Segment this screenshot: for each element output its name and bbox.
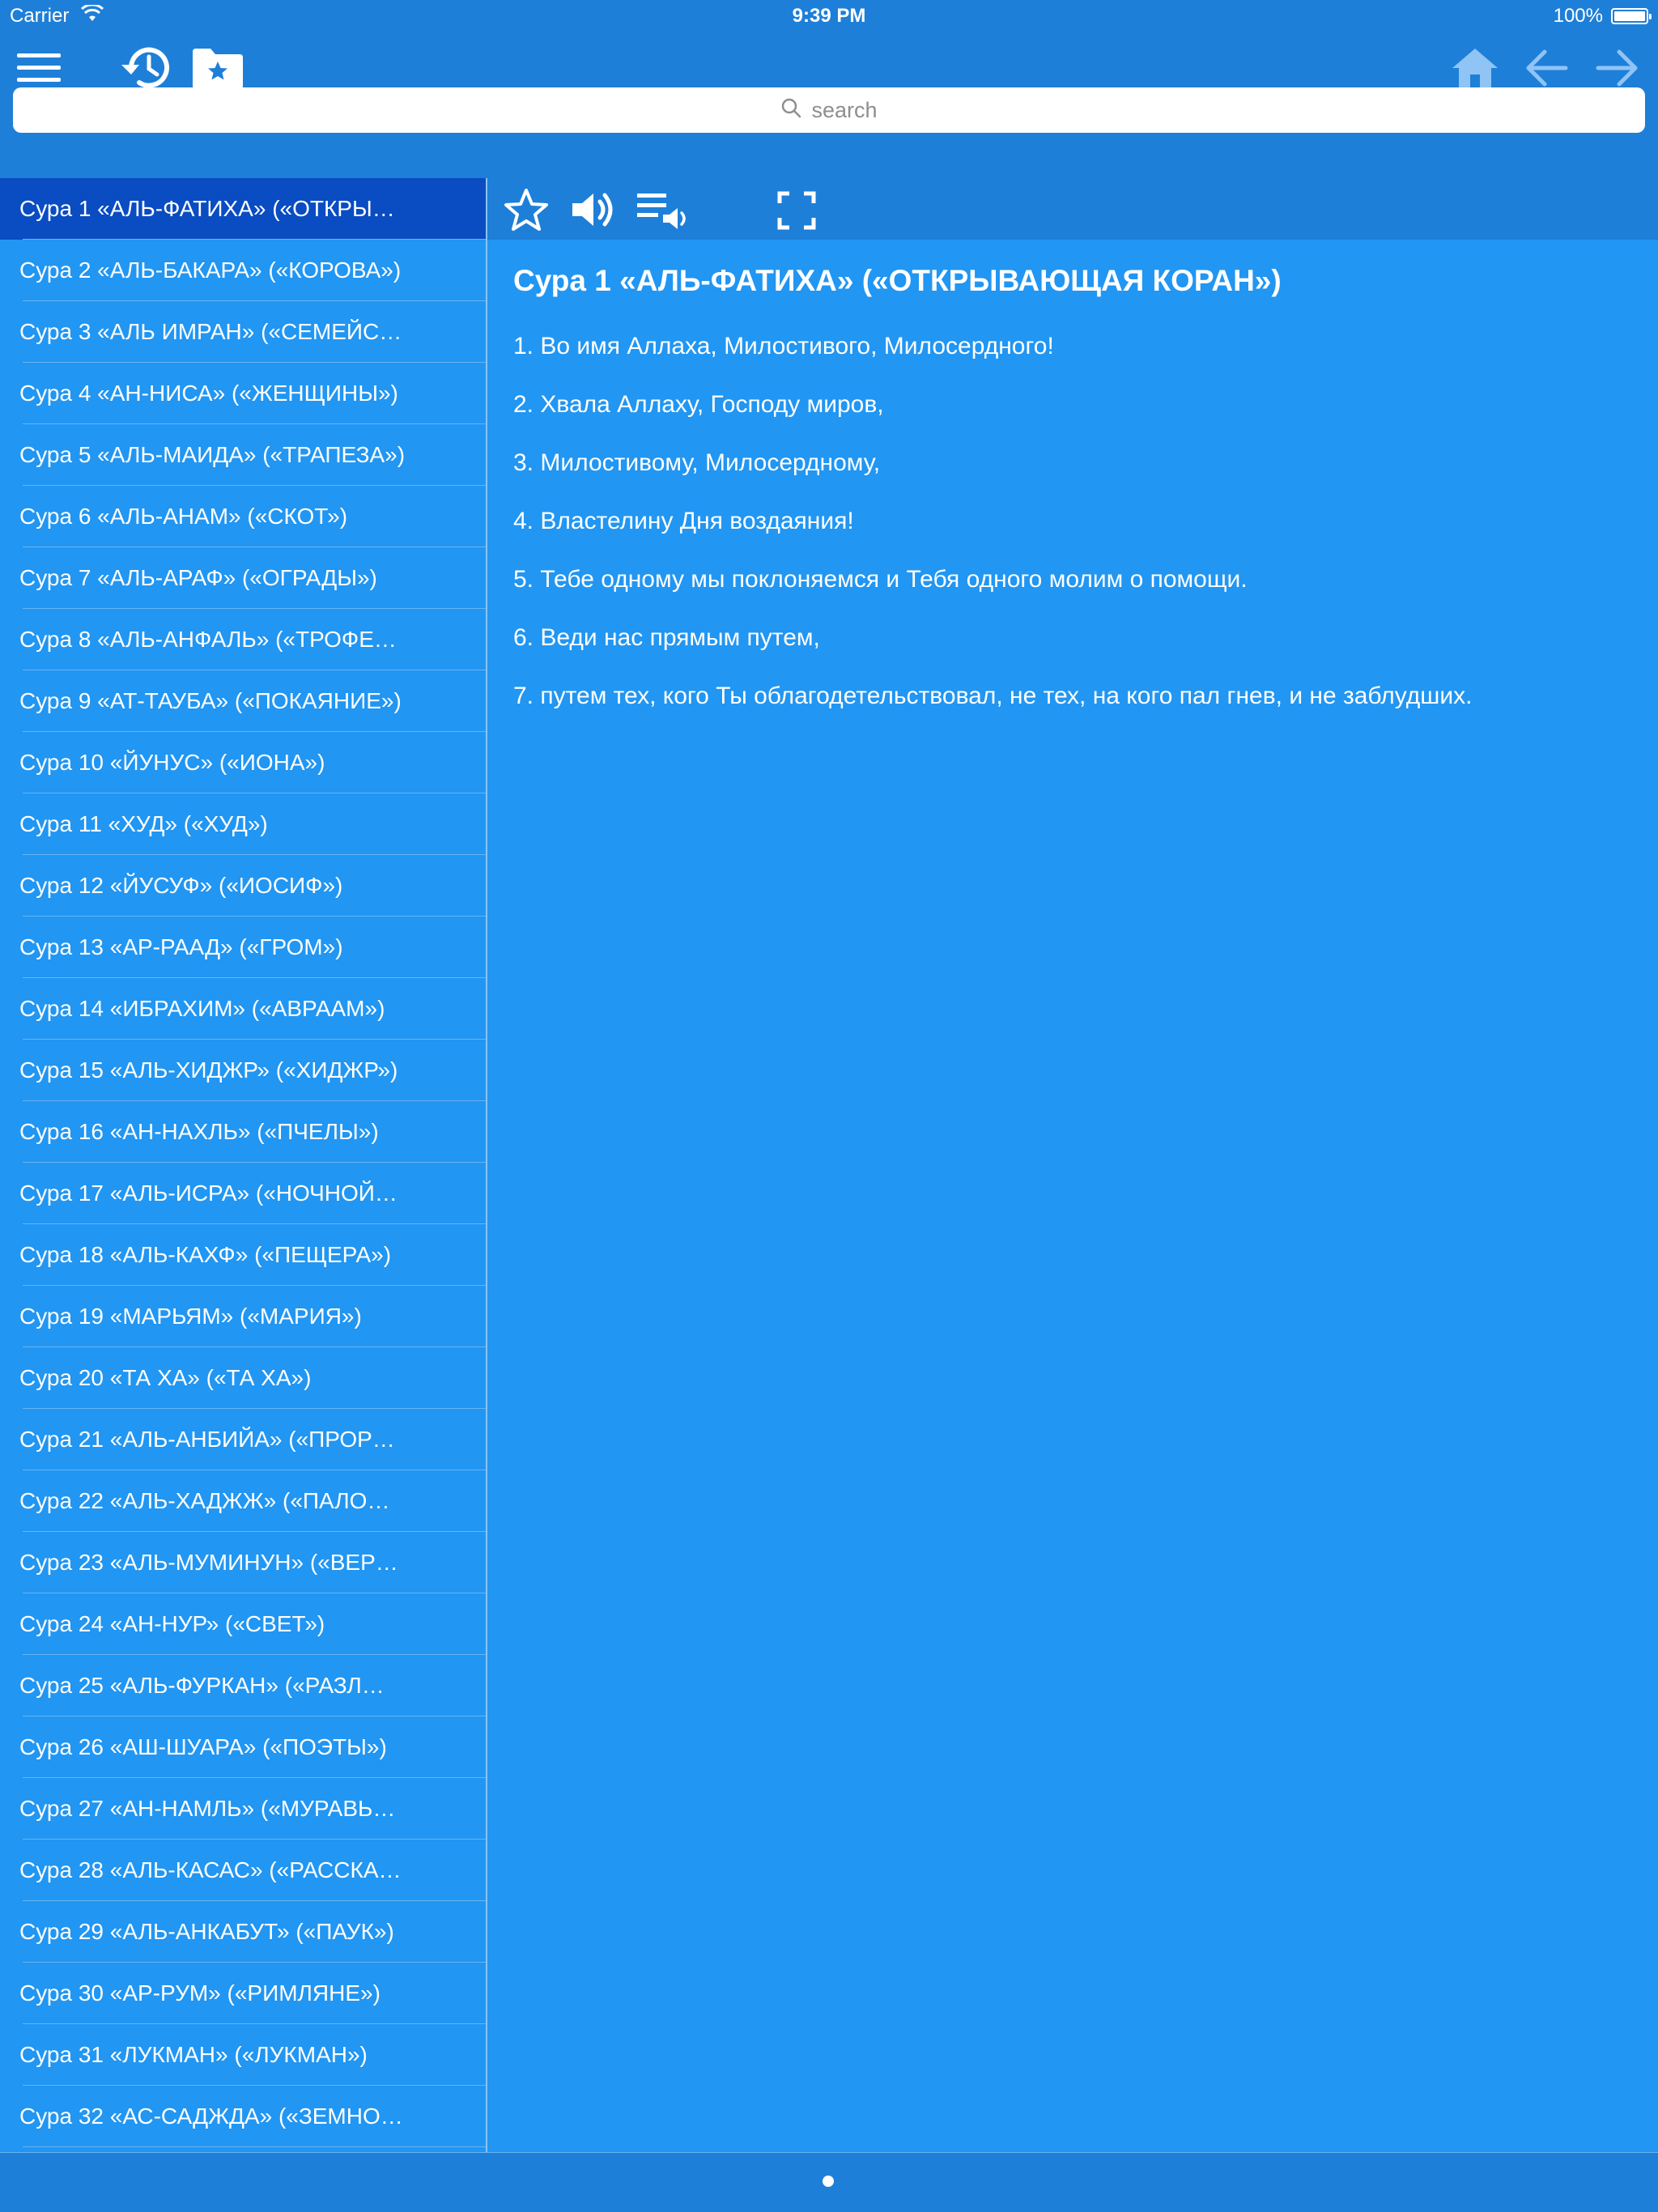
- sura-list-item-label: Сура 31 «ЛУКМАН» («ЛУКМАН»): [19, 2042, 368, 2067]
- sura-list-item-label: Сура 6 «АЛЬ-АНАМ» («СКОТ»): [19, 504, 348, 529]
- sura-list-item[interactable]: [0, 1963, 486, 2024]
- fullscreen-icon[interactable]: [774, 188, 819, 233]
- sura-list-item-label: Сура 13 «АР-РААД» («ГРОМ»): [19, 934, 343, 959]
- verse: 4. Властелину Дня воздаяния!: [513, 508, 854, 534]
- playlist-audio-icon[interactable]: [635, 188, 691, 233]
- sura-list-item-label: Сура 16 «АН-НАХЛЬ» («ПЧЕЛЫ»): [19, 1119, 379, 1144]
- star-outline-icon[interactable]: [502, 186, 551, 233]
- arrow-right-icon[interactable]: [1593, 45, 1642, 91]
- verse: 7. путем тех, кого Ты облагодетельствовал, не тех, на кого пал гнев, и не заблудших.: [513, 683, 1473, 709]
- sura-list-item[interactable]: [0, 1532, 486, 1593]
- sura-list-item-label: Сура 2 «АЛЬ-БАКАРА» («КОРОВА»): [19, 257, 402, 283]
- sura-list-item[interactable]: [0, 1655, 486, 1716]
- sura-list-item[interactable]: [0, 2086, 486, 2147]
- sura-title: Сура 1 «АЛЬ-ФАТИХА» («ОТКРЫВАЮЩАЯ КОРАН»): [513, 264, 1282, 297]
- sura-list-item-label: Сура 7 «АЛЬ-АРАФ» («ОГРАДЫ»): [19, 565, 377, 590]
- arrow-left-icon[interactable]: [1522, 45, 1571, 91]
- sura-list-item-label: Сура 12 «ЙУСУФ» («ИОСИФ»): [19, 873, 343, 898]
- verse: 2. Хвала Аллаху, Господу миров,: [513, 391, 884, 418]
- sura-list-item[interactable]: [0, 547, 486, 609]
- sura-list-item[interactable]: [0, 1470, 486, 1532]
- sura-list-item-label: Сура 4 «АН-НИСА» («ЖЕНЩИНЫ»): [19, 381, 398, 406]
- sura-list-item[interactable]: [0, 486, 486, 547]
- sura-list-item[interactable]: [0, 178, 486, 240]
- history-icon[interactable]: [117, 42, 175, 94]
- sura-list-item[interactable]: [0, 1040, 486, 1101]
- sura-list-item[interactable]: [0, 917, 486, 978]
- sura-list-item-label: Сура 17 «АЛЬ-ИСРА» («НОЧНОЙ…: [19, 1180, 397, 1206]
- sura-list-item-label: Сура 20 «ТА ХА» («ТА ХА»): [19, 1365, 312, 1390]
- sura-list-item-label: Сура 5 «АЛЬ-МАИДА» («ТРАПЕЗА»): [19, 442, 406, 467]
- sura-list-item[interactable]: [0, 793, 486, 855]
- sura-list-item-label: Сура 9 «АТ-ТАУБА» («ПОКАЯНИЕ»): [19, 688, 402, 713]
- battery-icon: [1611, 8, 1648, 24]
- sura-list-item[interactable]: [0, 1840, 486, 1901]
- speaker-icon[interactable]: [568, 186, 619, 233]
- bottom-bar: [0, 2152, 1658, 2212]
- sura-list-item[interactable]: [0, 1101, 486, 1163]
- carrier-label: Carrier: [10, 5, 70, 27]
- sura-list-item-label: Сура 28 «АЛЬ-КАСАС» («РАССКА…: [19, 1857, 402, 1882]
- clock: 9:39 PM: [792, 5, 866, 27]
- search-icon: [780, 97, 801, 124]
- reader-toolbar: [487, 178, 1658, 240]
- sura-list-item[interactable]: [0, 855, 486, 917]
- sura-list-item-label: Сура 22 «АЛЬ-ХАДЖЖ» («ПАЛО…: [19, 1488, 390, 1513]
- sura-list[interactable]: [0, 178, 487, 2152]
- sura-list-item[interactable]: [0, 1901, 486, 1963]
- sura-list-item-label: Сура 21 «АЛЬ-АНБИЙА» («ПРОР…: [19, 1427, 395, 1452]
- sura-list-item[interactable]: [0, 1409, 486, 1470]
- sura-list-item[interactable]: [0, 609, 486, 670]
- sura-list-item-label: Сура 14 «ИБРАХИМ» («АВРААМ»): [19, 996, 385, 1021]
- sura-list-item-label: Сура 1 «АЛЬ-ФАТИХА» («ОТКРЫ…: [19, 196, 395, 221]
- sura-list-item[interactable]: [0, 363, 486, 424]
- menu-icon[interactable]: [13, 49, 65, 87]
- sura-list-item-label: Сура 29 «АЛЬ-АНКАБУТ» («ПАУК»): [19, 1919, 394, 1944]
- sura-list-item[interactable]: [0, 670, 486, 732]
- sura-list-item-label: Сура 3 «АЛЬ ИМРАН» («СЕМЕЙС…: [19, 319, 402, 344]
- sura-list-item[interactable]: [0, 1163, 486, 1224]
- folder-star-icon[interactable]: [189, 45, 246, 92]
- sura-list-item-label: Сура 11 «ХУД» («ХУД»): [19, 811, 268, 836]
- verse: 1. Во имя Аллаха, Милостивого, Милосердного!: [513, 333, 1054, 359]
- sura-list-item[interactable]: [0, 301, 486, 363]
- sura-list-item-label: Сура 8 «АЛЬ-АНФАЛЬ» («ТРОФЕ…: [19, 627, 397, 652]
- battery-percent: 100%: [1553, 5, 1603, 27]
- sura-list-item[interactable]: [0, 1347, 486, 1409]
- verse: 6. Веди нас прямым путем,: [513, 624, 820, 651]
- verse-list: [513, 332, 1642, 740]
- sura-list-item-label: Сура 18 «АЛЬ-КАХФ» («ПЕЩЕРА»): [19, 1242, 392, 1267]
- verse: 3. Милостивому, Милосердному,: [513, 449, 881, 476]
- sura-list-item[interactable]: [0, 732, 486, 793]
- sura-list-item-label: Сура 15 «АЛЬ-ХИДЖР» («ХИДЖР»): [19, 1057, 398, 1083]
- sura-list-item-label: Сура 10 «ЙУНУС» («ИОНА»): [19, 750, 325, 775]
- sura-list-item-label: Сура 25 «АЛЬ-ФУРКАН» («РАЗЛ…: [19, 1673, 385, 1698]
- sura-list-item-label: Сура 24 «АН-НУР» («СВЕТ»): [19, 1611, 325, 1636]
- sura-list-item[interactable]: [0, 1593, 486, 1655]
- home-icon[interactable]: [1449, 44, 1501, 92]
- sura-list-item[interactable]: [0, 1716, 486, 1778]
- sura-list-item[interactable]: [0, 1778, 486, 1840]
- sura-list-item[interactable]: [0, 1224, 486, 1286]
- sura-list-item-label: Сура 30 «АР-РУМ» («РИМЛЯНЕ»): [19, 1980, 380, 2006]
- sura-list-item-label: Сура 32 «АС-САДЖДА» («ЗЕМНО…: [19, 2104, 403, 2129]
- search-placeholder: search: [811, 97, 878, 122]
- sura-list-item-label: Сура 19 «МАРЬЯМ» («МАРИЯ»): [19, 1304, 362, 1329]
- sura-list-item-label: Сура 26 «АШ-ШУАРА» («ПОЭТЫ»): [19, 1734, 387, 1759]
- sura-list-item-label: Сура 23 «АЛЬ-МУМИНУН» («ВЕР…: [19, 1550, 398, 1575]
- sura-list-item[interactable]: [0, 1286, 486, 1347]
- status-bar: [0, 0, 1658, 32]
- sura-list-item[interactable]: [0, 424, 486, 486]
- sura-list-item-label: Сура 27 «АН-НАМЛЬ» («МУРАВЬ…: [19, 1796, 396, 1821]
- sura-content: [487, 240, 1658, 2152]
- sura-list-item[interactable]: [0, 2024, 486, 2086]
- sura-list-item[interactable]: [0, 240, 486, 301]
- verse: 5. Тебе одному мы поклоняемся и Тебя одного молим о помощи.: [513, 566, 1248, 593]
- sura-list-item[interactable]: [0, 978, 486, 1040]
- page-indicator: [823, 2176, 834, 2187]
- search-input[interactable]: [13, 87, 1645, 133]
